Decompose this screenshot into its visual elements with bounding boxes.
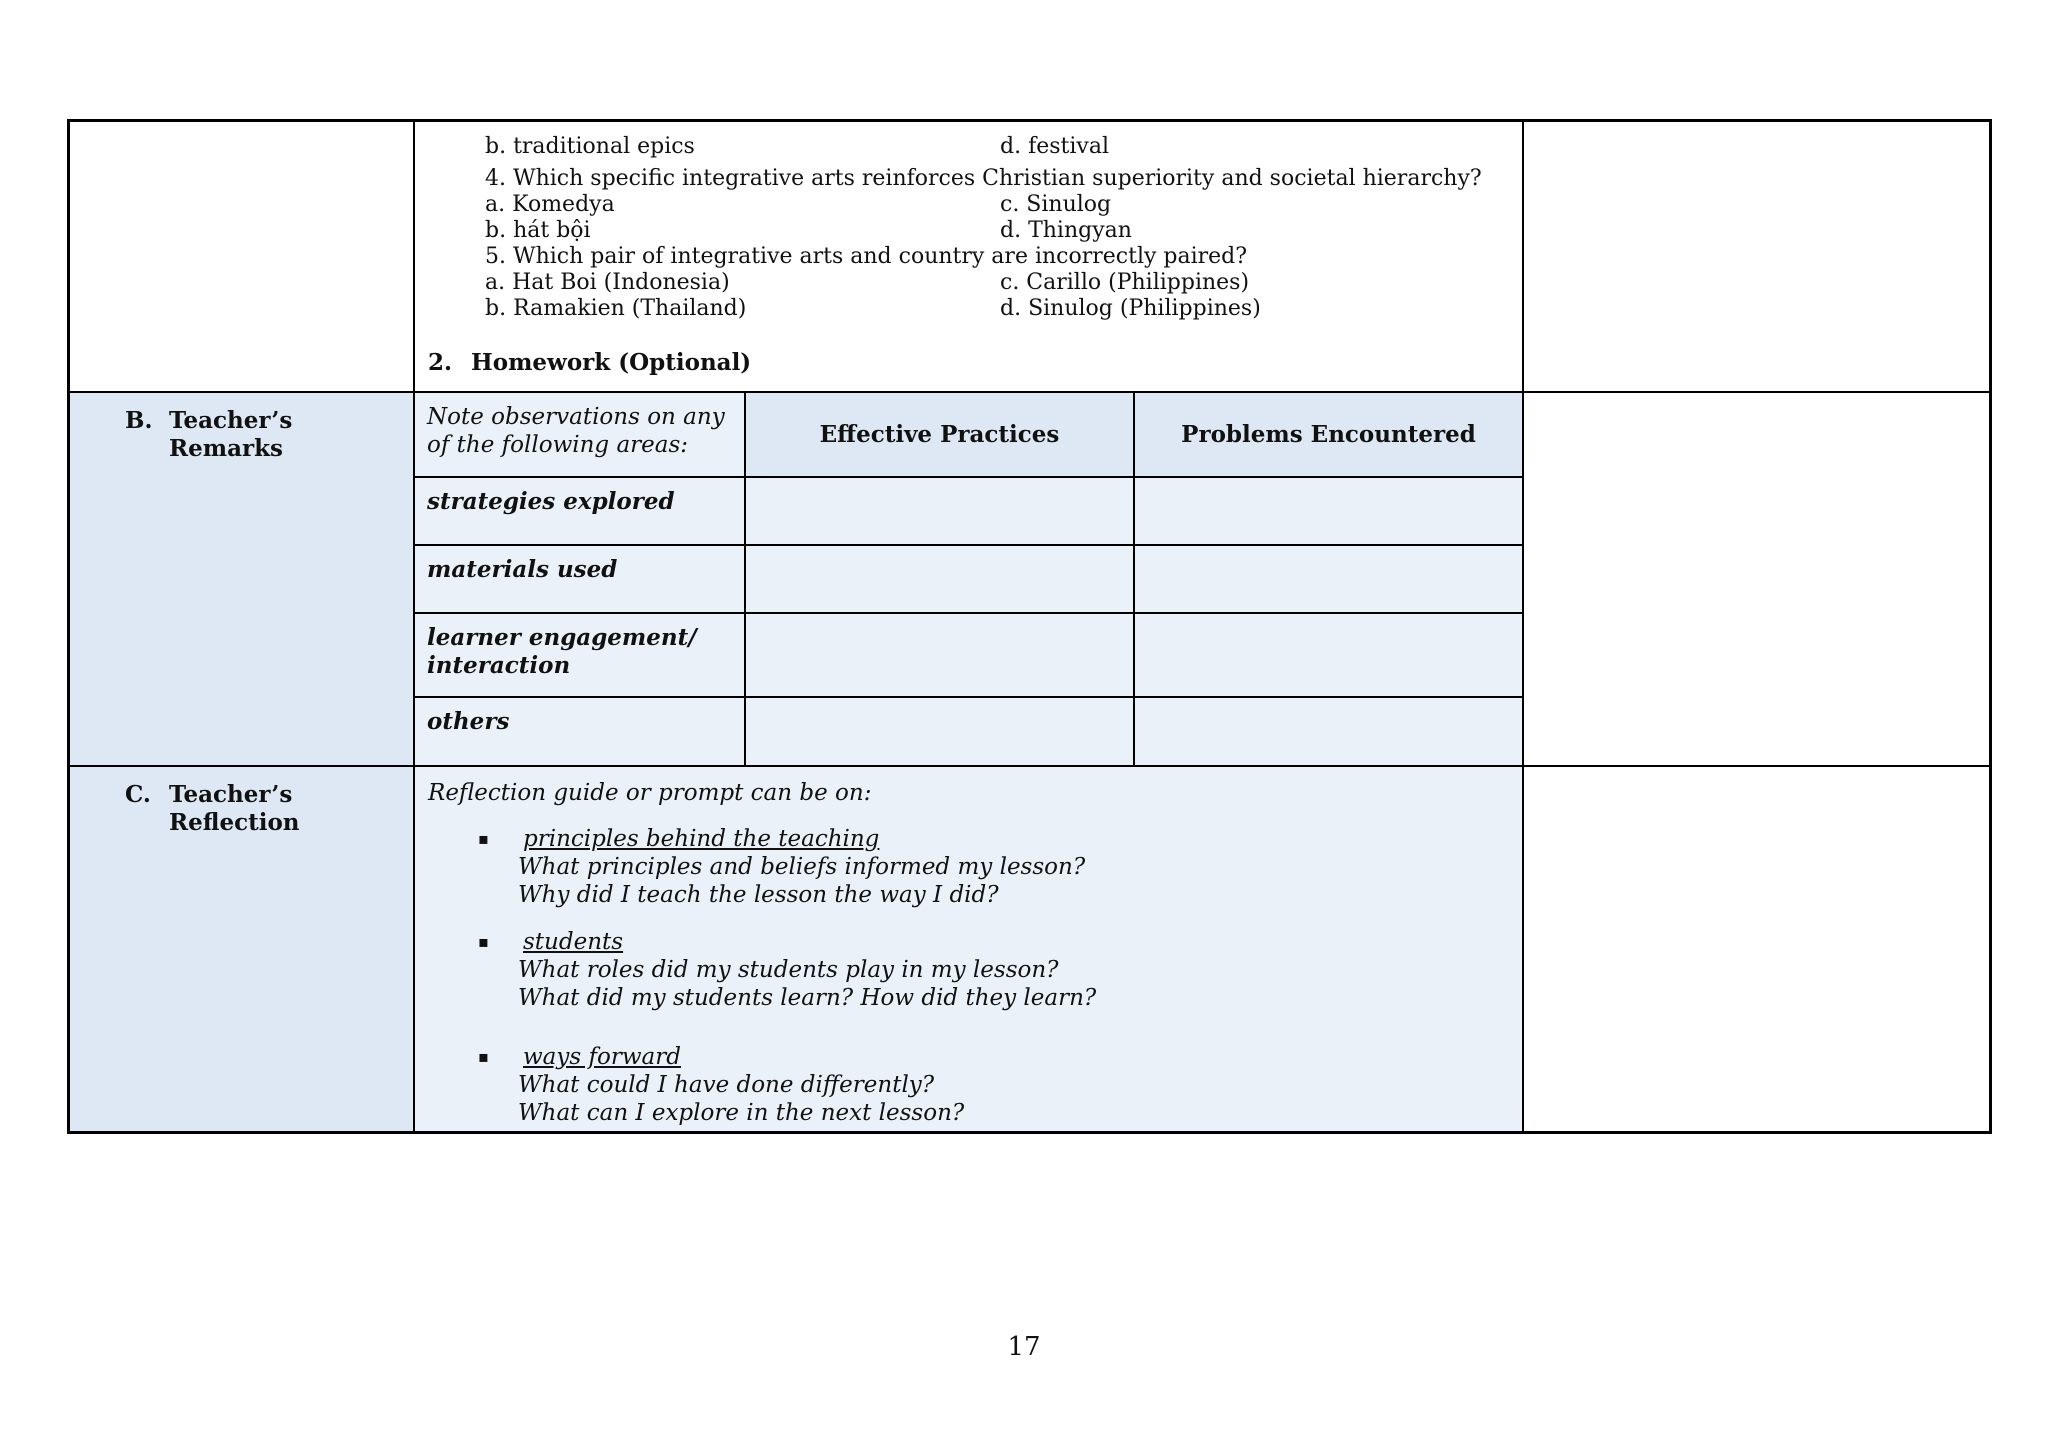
- bullet-icon: ▪: [478, 932, 489, 951]
- reflection-item-line: What principles and beliefs informed my lesson?: [518, 854, 1086, 880]
- column-header-problems: Problems Encountered: [1134, 393, 1522, 477]
- quiz-label-cell: [69, 121, 415, 393]
- quiz-notes-cell: [1523, 121, 1991, 393]
- section-heading-reflection: C. Teacher’s Reflection: [125, 781, 300, 836]
- problems-cell[interactable]: [1134, 545, 1522, 613]
- quiz-option: a. Komedya: [485, 192, 615, 217]
- homework-heading: 2. Homework (Optional): [428, 349, 752, 376]
- reflection-item-heading: ways forward: [523, 1044, 681, 1070]
- quiz-cell: [414, 121, 1523, 393]
- quiz-option: c. Sinulog: [1000, 192, 1112, 217]
- problems-cell[interactable]: [1134, 697, 1522, 765]
- remarks-label-cell: [69, 392, 415, 766]
- quiz-option: b. traditional epics: [485, 134, 695, 159]
- area-label: others: [415, 697, 745, 765]
- quiz-option: c. Carillo (Philippines): [1000, 270, 1250, 295]
- table-row: [415, 477, 1522, 545]
- reflection-notes-cell: [1523, 766, 1991, 1133]
- bullet-icon: ▪: [478, 829, 489, 848]
- quiz-option: b. Ramakien (Thailand): [485, 296, 747, 321]
- area-label: strategies explored: [415, 477, 745, 545]
- effective-cell[interactable]: [745, 697, 1134, 765]
- remarks-header-row: [415, 393, 1522, 477]
- lesson-plan-table: [67, 119, 1992, 1134]
- column-header-effective: Effective Practices: [745, 393, 1134, 477]
- table-row: [415, 613, 1522, 697]
- effective-cell[interactable]: [745, 613, 1134, 697]
- reflection-item-line: What roles did my students play in my lesson?: [518, 957, 1059, 983]
- quiz-option: a. Hat Boi (Indonesia): [485, 270, 730, 295]
- table-row: [415, 697, 1522, 765]
- list-item: [478, 1043, 1509, 1127]
- list-item: [478, 928, 1509, 1012]
- effective-cell[interactable]: [745, 545, 1134, 613]
- table-row: [415, 545, 1522, 613]
- remarks-note: Note observations on any of the following areas:: [415, 393, 745, 477]
- quiz-row: [69, 121, 1991, 393]
- quiz-option: b. hát bội: [485, 218, 591, 243]
- quiz-question-4: 4. Which specific integrative arts reinforces Christian superiority and societal hierarchy?: [485, 166, 1482, 191]
- section-heading-remarks: B. Teacher’s Remarks: [125, 407, 293, 462]
- quiz-option: d. festival: [1000, 134, 1109, 159]
- reflection-item-heading: students: [523, 929, 624, 955]
- problems-cell[interactable]: [1134, 613, 1522, 697]
- effective-cell[interactable]: [745, 477, 1134, 545]
- reflection-label-cell: [69, 766, 415, 1133]
- list-item: [478, 825, 1509, 909]
- quiz-option: d. Thingyan: [1000, 218, 1132, 243]
- reflection-item-line: Why did I teach the lesson the way I did?: [518, 882, 999, 908]
- remarks-grid-cell: [414, 392, 1523, 766]
- reflection-row: [69, 766, 1991, 1133]
- reflection-item-heading: principles behind the teaching: [523, 826, 880, 852]
- area-label: materials used: [415, 545, 745, 613]
- remarks-grid: [415, 393, 1522, 765]
- bullet-icon: ▪: [478, 1047, 489, 1066]
- problems-cell[interactable]: [1134, 477, 1522, 545]
- remarks-notes-cell: [1523, 392, 1991, 766]
- quiz-option: d. Sinulog (Philippines): [1000, 296, 1261, 321]
- reflection-item-line: What could I have done differently?: [518, 1072, 935, 1098]
- reflection-item-line: What can I explore in the next lesson?: [518, 1100, 965, 1126]
- area-label: learner engagement/ interaction: [415, 613, 745, 697]
- reflection-cell: [414, 766, 1523, 1133]
- reflection-item-line: What did my students learn? How did they learn?: [518, 985, 1097, 1011]
- page-number: 17: [1007, 1332, 1041, 1362]
- remarks-row: [69, 392, 1991, 766]
- quiz-question-5: 5. Which pair of integrative arts and country are incorrectly paired?: [485, 244, 1248, 269]
- reflection-intro: Reflection guide or prompt can be on:: [428, 780, 872, 806]
